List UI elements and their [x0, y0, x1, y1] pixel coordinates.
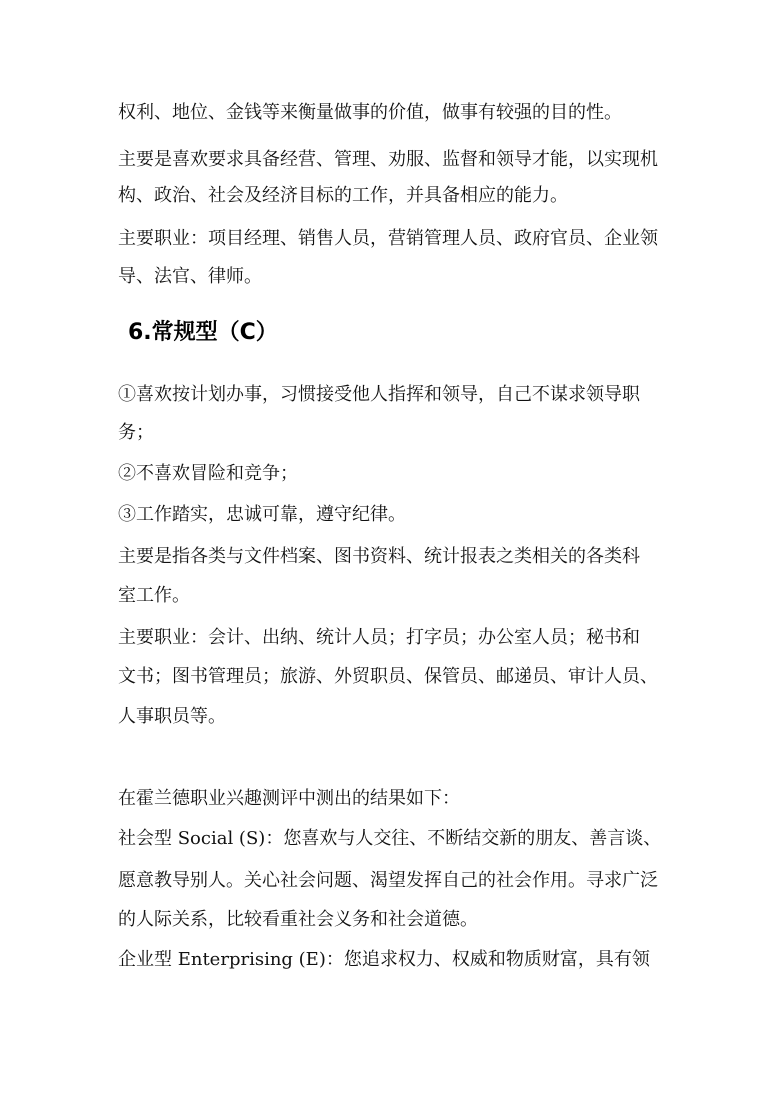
text-line: 构、政治、社会及经济目标的工作，并具备相应的能力。: [118, 185, 568, 206]
text-line: 主要职业：会计、出纳、统计人员；打字员；办公室人员；秘书和: [118, 627, 640, 648]
text-line: 社会型 Social (S)：您喜欢与人交往、不断结交新的朋友、善言谈、: [118, 828, 662, 849]
text-line: 务；: [118, 422, 154, 443]
text-line: ①喜欢按计划办事，习惯接受他人指挥和领导，自己不谋求领导职: [118, 384, 640, 405]
text-line: ③工作踏实，忠诚可靠，遵守纪律。: [118, 504, 406, 525]
text-line: 主要是指各类与文件档案、图书资料、统计报表之类相关的各类科: [118, 546, 640, 567]
text-line: 导、法官、律师。: [118, 266, 262, 287]
text-line: 室工作。: [118, 585, 190, 606]
text-line: 主要职业：项目经理、销售人员，营销管理人员、政府官员、企业领: [118, 228, 658, 249]
text-line: 人事职员等。: [118, 706, 226, 727]
text-line: 的人际关系，比较看重社会义务和社会道德。: [118, 909, 478, 930]
section-heading: 6.常规型（C）: [128, 320, 278, 345]
text-line: 在霍兰德职业兴趣测评中测出的结果如下：: [118, 788, 460, 809]
text-line: 企业型 Enterprising (E)：您追求权力、权威和物质财富，具有领: [118, 949, 650, 970]
text-line: 权利、地位、金钱等来衡量做事的价值，做事有较强的目的性。: [118, 102, 622, 123]
text-line: 文书；图书管理员；旅游、外贸职员、保管员、邮递员、审计人员、: [118, 666, 658, 687]
text-line: 愿意教导别人。关心社会问题、渴望发挥自己的社会作用。寻求广泛: [118, 870, 658, 891]
text-line: 主要是喜欢要求具备经营、管理、劝服、监督和领导才能，以实现机: [118, 149, 658, 170]
text-line: ②不喜欢冒险和竞争；: [118, 463, 298, 484]
